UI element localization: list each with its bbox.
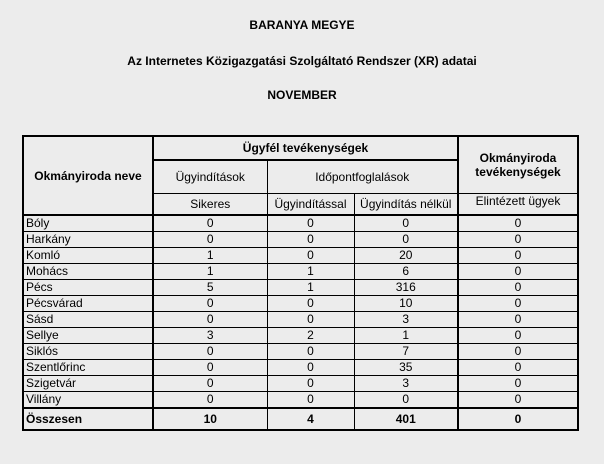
table-row — [23, 344, 578, 360]
office-name: Komló — [23, 248, 153, 264]
cell-with-initiation: 0 — [267, 248, 354, 264]
page-title: BARANYA MEGYE — [249, 18, 355, 32]
col-header-office-name: Okmányiroda neve — [23, 136, 153, 215]
cell-completed: 0 — [458, 215, 578, 232]
col-header-with-initiation: Ügyindítással — [267, 193, 354, 215]
office-name: Harkány — [23, 232, 153, 248]
cell-without-initiation: 1 — [354, 328, 458, 344]
cell-without-initiation: 35 — [354, 360, 458, 376]
cell-completed: 0 — [458, 392, 578, 409]
cell-successful: 0 — [153, 232, 267, 248]
cell-without-initiation: 7 — [354, 344, 458, 360]
cell-with-initiation: 0 — [267, 392, 354, 409]
table-row — [23, 215, 578, 232]
cell-with-initiation: 0 — [267, 312, 354, 328]
table-row — [23, 392, 578, 409]
table-row — [23, 248, 578, 264]
cell-with-initiation: 0 — [267, 232, 354, 248]
cell-completed: 0 — [458, 344, 578, 360]
total-without-initiation: 401 — [354, 408, 458, 430]
office-name: Szentlőrinc — [23, 360, 153, 376]
office-name: Pécsvárad — [23, 296, 153, 312]
col-header-without-initiation: Ügyindítás nélkül — [354, 193, 458, 215]
cell-without-initiation: 0 — [354, 215, 458, 232]
office-name: Sellye — [23, 328, 153, 344]
sub-header-initiations: Ügyindítások — [153, 160, 267, 193]
cell-completed: 0 — [458, 376, 578, 392]
office-name: Villány — [23, 392, 153, 409]
cell-successful: 0 — [153, 312, 267, 328]
office-name: Bóly — [23, 215, 153, 232]
sub-header-appointments: Időpontfoglalások — [267, 160, 458, 193]
cell-with-initiation: 0 — [267, 215, 354, 232]
total-successful: 10 — [153, 408, 267, 430]
table-row — [23, 232, 578, 248]
statistics-table — [22, 135, 579, 431]
total-label: Összesen — [23, 408, 153, 430]
cell-with-initiation: 1 — [267, 264, 354, 280]
total-completed: 0 — [458, 408, 578, 430]
cell-without-initiation: 3 — [354, 376, 458, 392]
cell-completed: 0 — [458, 280, 578, 296]
cell-successful: 1 — [153, 248, 267, 264]
col-header-completed: Elintézett ügyek — [458, 193, 578, 215]
table-row — [23, 264, 578, 280]
cell-successful: 0 — [153, 392, 267, 409]
total-with-initiation: 4 — [267, 408, 354, 430]
cell-with-initiation: 2 — [267, 328, 354, 344]
cell-without-initiation: 0 — [354, 232, 458, 248]
cell-with-initiation: 0 — [267, 344, 354, 360]
col-header-successful: Sikeres — [153, 193, 267, 215]
page-subtitle: Az Internetes Közigazgatási Szolgáltató Rendszer (XR) adatai — [127, 54, 477, 68]
cell-without-initiation: 0 — [354, 392, 458, 409]
cell-completed: 0 — [458, 312, 578, 328]
table-row — [23, 312, 578, 328]
total-row — [23, 408, 578, 430]
cell-completed: 0 — [458, 232, 578, 248]
cell-with-initiation: 0 — [267, 360, 354, 376]
table-row — [23, 376, 578, 392]
office-name: Pécs — [23, 280, 153, 296]
cell-successful: 1 — [153, 264, 267, 280]
cell-without-initiation: 316 — [354, 280, 458, 296]
table-row — [23, 280, 578, 296]
cell-completed: 0 — [458, 264, 578, 280]
office-name: Mohács — [23, 264, 153, 280]
month-label: NOVEMBER — [267, 88, 337, 102]
group-header-office-activities: Okmányiroda tevékenységek — [458, 136, 578, 193]
office-name: Sásd — [23, 312, 153, 328]
cell-with-initiation: 1 — [267, 280, 354, 296]
cell-without-initiation: 10 — [354, 296, 458, 312]
cell-without-initiation: 20 — [354, 248, 458, 264]
cell-without-initiation: 3 — [354, 312, 458, 328]
cell-successful: 0 — [153, 360, 267, 376]
cell-completed: 0 — [458, 296, 578, 312]
cell-completed: 0 — [458, 360, 578, 376]
cell-successful: 0 — [153, 376, 267, 392]
cell-completed: 0 — [458, 328, 578, 344]
group-header-client-activities: Ügyfél tevékenységek — [153, 136, 458, 160]
office-name: Szigetvár — [23, 376, 153, 392]
cell-successful: 3 — [153, 328, 267, 344]
cell-without-initiation: 6 — [354, 264, 458, 280]
cell-successful: 0 — [153, 215, 267, 232]
office-name: Siklós — [23, 344, 153, 360]
cell-successful: 0 — [153, 344, 267, 360]
cell-successful: 5 — [153, 280, 267, 296]
cell-with-initiation: 0 — [267, 376, 354, 392]
cell-successful: 0 — [153, 296, 267, 312]
table-row — [23, 328, 578, 344]
cell-with-initiation: 0 — [267, 296, 354, 312]
table-row — [23, 360, 578, 376]
cell-completed: 0 — [458, 248, 578, 264]
table-row — [23, 296, 578, 312]
